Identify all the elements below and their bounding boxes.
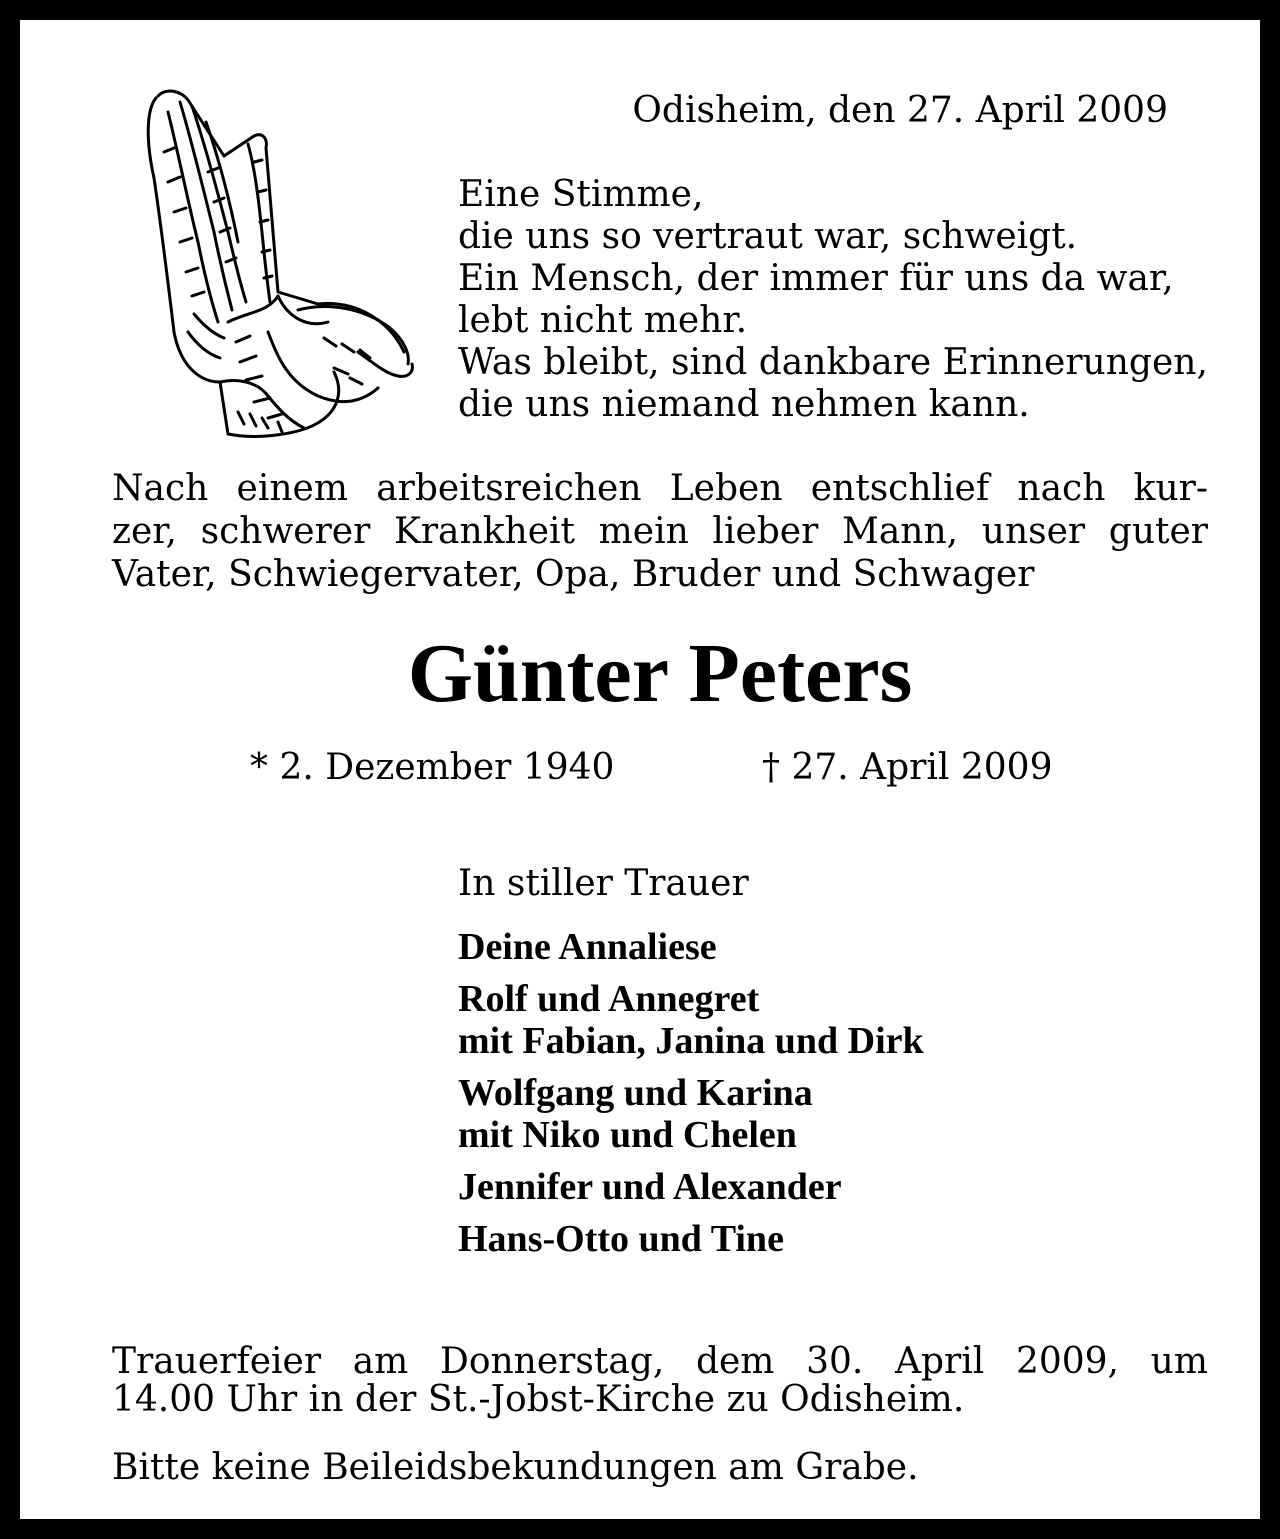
poem-line: Eine Stimme, [458, 174, 704, 215]
mourners-list [458, 926, 924, 1270]
poem-line: Ein Mensch, der immer für uns da war, [458, 258, 1174, 299]
mourner-line: Deine Annaliese [458, 926, 717, 968]
poem-line: die uns so vertraut war, schweigt. [458, 216, 1078, 257]
condolence-request: Bitte keine Beileidsbekundungen am Grabe. [112, 1447, 919, 1488]
intro-line: Nach einem arbeitsreichen Leben entschlief nach kur- [112, 468, 1208, 509]
mourner-group [458, 978, 924, 1062]
deceased-name: Günter Peters [407, 627, 913, 720]
birth-date: * 2. Dezember 1940 [250, 747, 615, 788]
intro-line: Vater, Schwiegervater, Opa, Bruder und Schwager [112, 554, 1035, 595]
poem-line: die uns niemand nehmen kann. [458, 384, 1030, 425]
intro-line: zer, schwerer Krankheit mein lieber Mann, unser guter [112, 511, 1208, 552]
mourner-line: mit Fabian, Janina und Dirk [458, 1020, 924, 1062]
mourner-line: Jennifer und Alexander [458, 1166, 842, 1208]
praying-hands-icon [128, 82, 420, 444]
poem-line: Was bleibt, sind dankbare Erinnerungen, [458, 342, 1208, 383]
place-date-line: Odisheim, den 27. April 2009 [632, 90, 1168, 131]
poem [458, 174, 1208, 426]
service-line: 14.00 Uhr in der St.-Jobst-Kirche zu Odisheim. [112, 1379, 965, 1420]
service-info [112, 1343, 1208, 1419]
mourner-line: mit Niko und Chelen [458, 1114, 797, 1156]
mourner-group [458, 1218, 924, 1260]
mourner-group [458, 1166, 924, 1208]
mourner-line: Hans-Otto und Tine [458, 1218, 784, 1260]
mourner-line: Rolf und Annegret [458, 978, 760, 1020]
service-line: Trauerfeier am Donnerstag, dem 30. April 2009, um [112, 1341, 1208, 1382]
mourner-line: Wolfgang und Karina [458, 1072, 813, 1114]
intro-paragraph [112, 467, 1208, 596]
poem-line: lebt nicht mehr. [458, 300, 748, 341]
mourning-label: In stiller Trauer [458, 863, 749, 904]
mourner-group [458, 1072, 924, 1156]
death-date: † 27. April 2009 [762, 747, 1053, 788]
mourner-group [458, 926, 924, 968]
